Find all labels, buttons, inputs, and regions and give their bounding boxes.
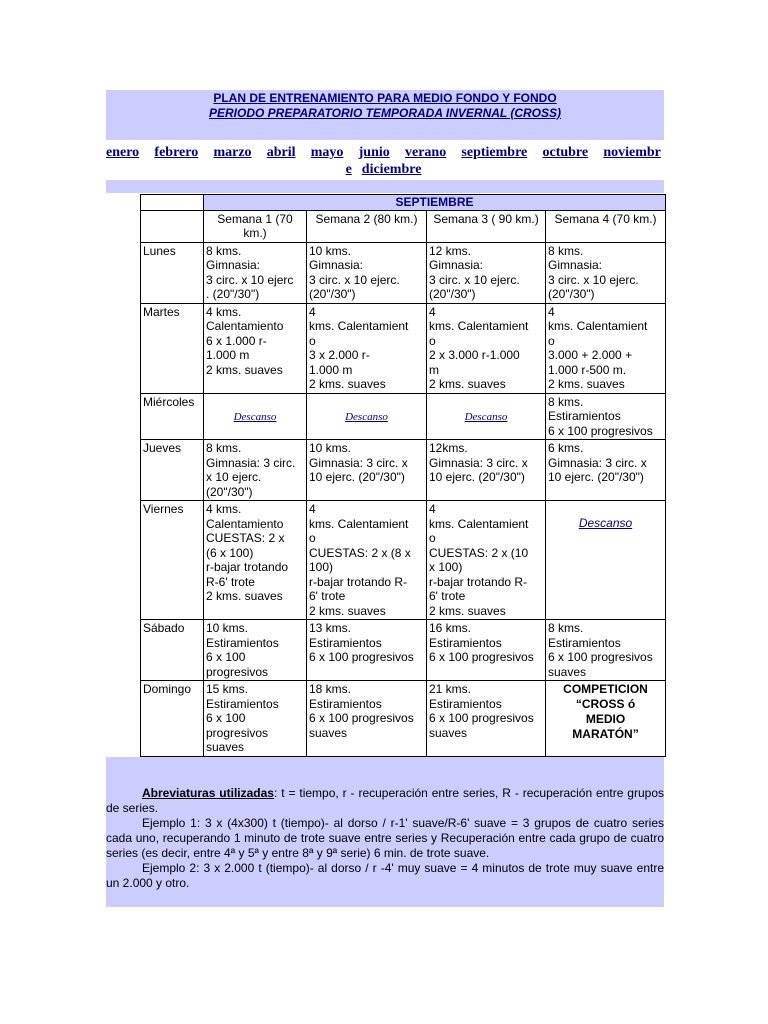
day-label: Sábado: [141, 620, 204, 681]
session-cell: 4 kms. Calentamient o CUESTAS: 2 x (8 x 100) r-bajar trotando R- 6' trote 2 kms. suaves: [307, 501, 427, 620]
month-link-noviembre[interactable]: noviembr: [603, 145, 661, 160]
spacer-band: [106, 180, 664, 193]
session-cell: 13 kms. Estiramientos 6 x 100 progresivos: [307, 620, 427, 681]
abbr-label: Abreviaturas utilizadas: [142, 786, 274, 800]
session-cell: 8 kms. Estiramientos 6 x 100 progresivos: [546, 393, 666, 440]
week-header: Semana 1 (70 km.): [204, 210, 307, 242]
session-cell: 4 kms. Calentamient o 2 x 3.000 r-1.000 m 2 kms. suaves: [427, 303, 546, 393]
month-link-marzo[interactable]: marzo: [213, 145, 252, 160]
session-cell: 4 kms. Calentamiento 6 x 1.000 r- 1.000 m 2 kms. suaves: [204, 303, 307, 393]
session-cell: 12 kms. Gimnasia: 3 circ. x 10 ejerc. (20"/30"): [427, 242, 546, 303]
training-table: [140, 194, 666, 757]
week-header: Semana 2 (80 km.): [307, 210, 427, 242]
session-cell: 6 kms. Gimnasia: 3 circ. x 10 ejerc. (20"/30"): [546, 440, 666, 501]
day-label: Miércoles: [141, 393, 204, 440]
session-cell: 4 kms. Calentamiento CUESTAS: 2 x (6 x 100) r-bajar trotando R-6' trote 2 kms. suaves: [204, 501, 307, 620]
month-link-noviembre-end[interactable]: e: [345, 162, 352, 177]
session-cell: 4 kms. Calentamient o 3.000 + 2.000 + 1.000 r-500 m. 2 kms. suaves: [546, 303, 666, 393]
session-cell: 8 kms. Gimnasia: 3 circ. x 10 ejerc . (20"/30"): [204, 242, 307, 303]
session-cell: 16 kms. Estiramientos 6 x 100 progresivos: [427, 620, 546, 681]
month-link-diciembre[interactable]: diciembre: [361, 162, 422, 177]
month-link-mayo[interactable]: mayo: [310, 145, 344, 160]
day-label: Viernes: [141, 501, 204, 620]
day-label: Domingo: [141, 681, 204, 757]
month-nav: [106, 144, 661, 178]
week-header: Semana 4 (70 km.): [546, 210, 666, 242]
day-label: Lunes: [141, 242, 204, 303]
month-title: SEPTIEMBRE: [204, 195, 666, 211]
session-cell: 10 kms. Estiramientos 6 x 100 progresivos: [204, 620, 307, 681]
session-cell: 4 kms. Calentamient o 3 x 2.000 r- 1.000 m 2 kms. suaves: [307, 303, 427, 393]
rest-label: Descanso: [345, 410, 388, 423]
rest-label: Descanso: [233, 410, 277, 423]
session-cell: 12kms. Gimnasia: 3 circ. x 10 ejerc. (20"/30"): [427, 440, 546, 501]
example-1: Ejemplo 1: 3 x (4x300) t (tiempo)- al dorso / r-1' suave/R-6' suave = 3 grupos de cuatro series cada uno, recuperando 1 minuto de trote suave entre series y Recuperación entre cada grupo de cuatro series (es decir, entre 4ª y 5ª y entre 8ª y 9ª serie) 6 min. de trote suave.: [106, 816, 664, 860]
session-cell: 10 kms. Gimnasia: 3 circ. x 10 ejerc. (20"/30"): [307, 242, 427, 303]
session-cell: 10 kms. Gimnasia: 3 circ. x 10 ejerc. (20"/30"): [307, 440, 427, 501]
title-band: [106, 90, 664, 140]
session-cell: 15 kms. Estiramientos 6 x 100 progresivos suaves: [204, 681, 307, 757]
session-cell: 18 kms. Estiramientos 6 x 100 progresivos suaves: [307, 681, 427, 757]
rest-label: Descanso: [578, 516, 633, 530]
corner-cell: [141, 210, 204, 242]
month-link-septiembre[interactable]: septiembre: [461, 145, 528, 160]
month-link-abril[interactable]: abril: [266, 145, 296, 160]
document-subtitle: PERIODO PREPARATORIO TEMPORADA INVERNAL (CROSS): [208, 106, 562, 120]
session-cell: 4 kms. Calentamient o CUESTAS: 2 x (10 x 100) r-bajar trotando R- 6' trote 2 kms. suaves: [427, 501, 546, 620]
document-title: PLAN DE ENTRENAMIENTO PARA MEDIO FONDO Y FONDO: [213, 91, 557, 105]
example-2: Ejemplo 2: 3 x 2.000 t (tiempo)- al dorso / r -4' muy suave = 4 minutos de trote muy suave entre un 2.000 y otro.: [106, 861, 664, 890]
month-link-verano[interactable]: verano: [404, 145, 447, 160]
week-header: Semana 3 ( 90 km.): [427, 210, 546, 242]
competition-label: COMPETICION “CROSS ó MEDIO MARATÓN”: [563, 682, 648, 741]
rest-label: Descanso: [464, 410, 508, 423]
session-cell: 8 kms. Estiramientos 6 x 100 progresivos suaves: [546, 620, 666, 681]
day-label: Jueves: [141, 440, 204, 501]
notes-section: [106, 757, 664, 907]
month-link-enero[interactable]: enero: [106, 145, 140, 160]
month-link-octubre[interactable]: octubre: [542, 145, 589, 160]
month-link-febrero[interactable]: febrero: [154, 145, 199, 160]
session-cell: 8 kms. Gimnasia: 3 circ. x 10 ejerc. (20"/30"): [546, 242, 666, 303]
day-label: Martes: [141, 303, 204, 393]
session-cell: 21 kms. Estiramientos 6 x 100 progresivos suaves: [427, 681, 546, 757]
month-link-junio[interactable]: junio: [358, 145, 390, 160]
session-cell: 8 kms. Gimnasia: 3 circ. x 10 ejerc. (20"/30"): [204, 440, 307, 501]
abbr-text: : t = tiempo, r - recuperación entre series, R - recuperación entre grupos de series.: [106, 786, 664, 815]
